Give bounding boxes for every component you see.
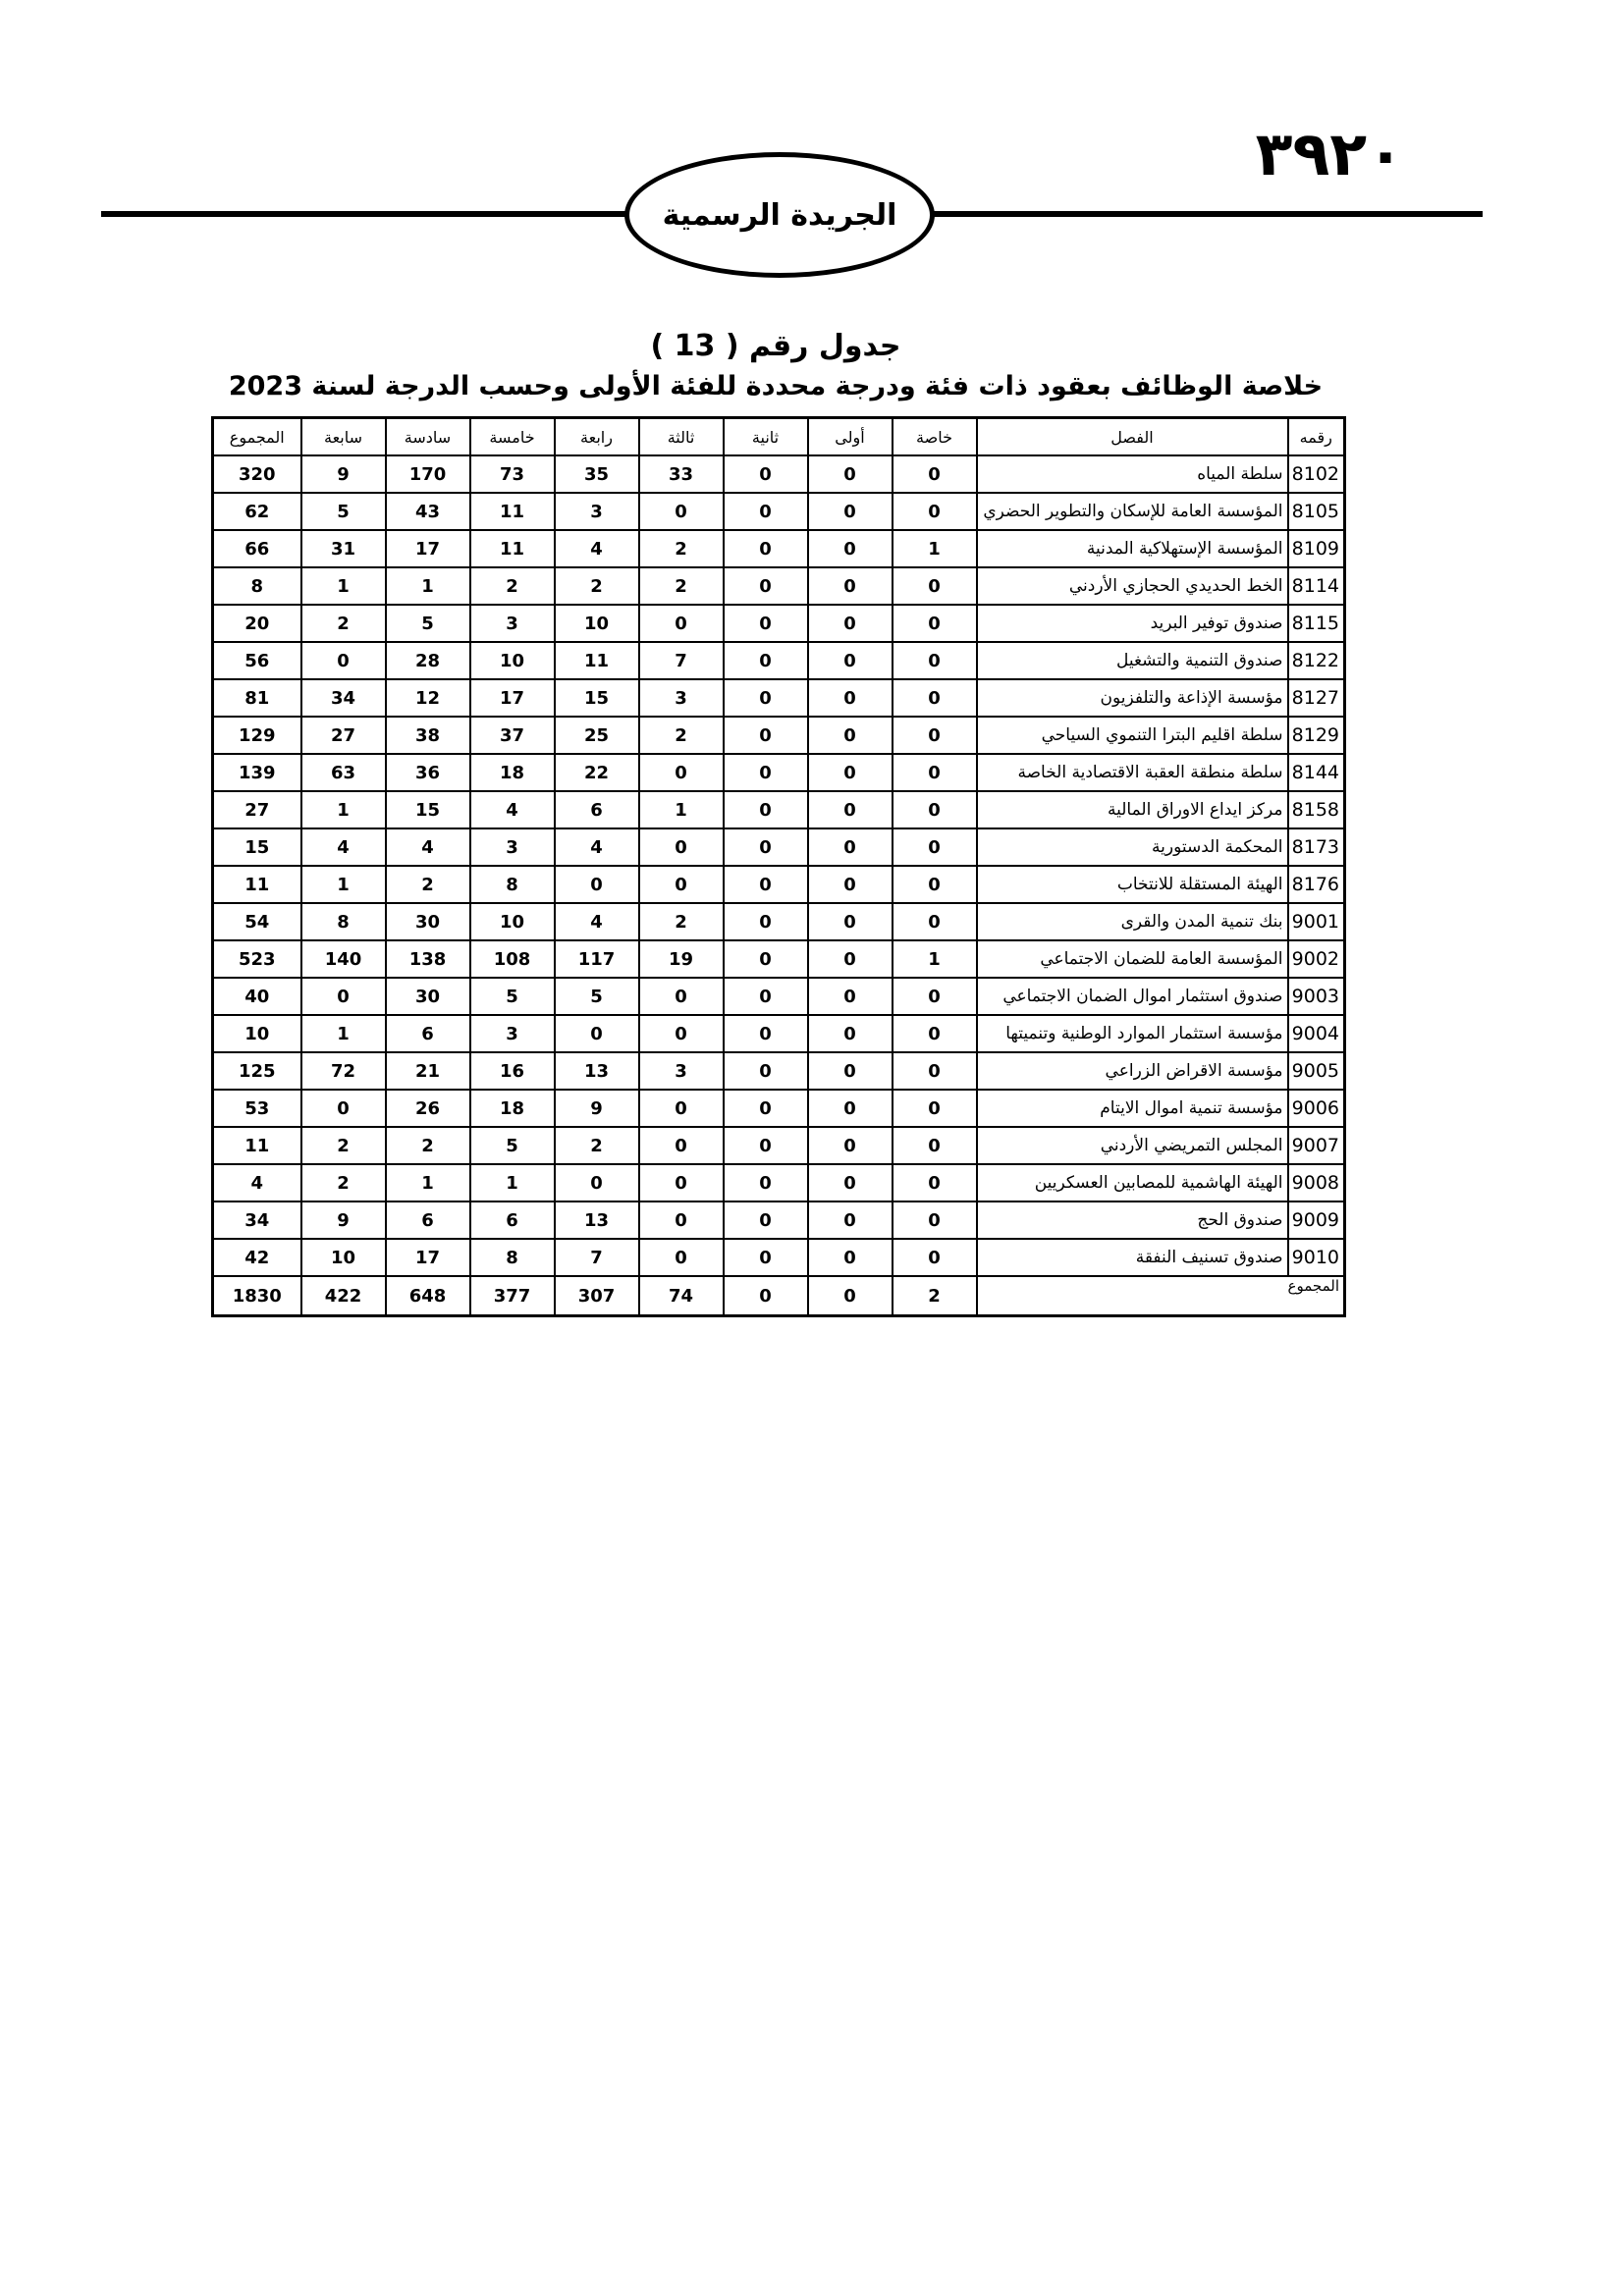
row-value: 0 bbox=[893, 828, 977, 866]
row-value: 1 bbox=[639, 791, 724, 828]
row-value: 0 bbox=[808, 1239, 893, 1276]
table-title: جدول رقم ( 13 ) bbox=[650, 329, 901, 363]
page-number: ٣٩٢٠ bbox=[1255, 118, 1404, 189]
row-value: 9 bbox=[301, 1201, 386, 1239]
row-value: 0 bbox=[893, 567, 977, 605]
row-value: 37 bbox=[470, 717, 555, 754]
row-value: 33 bbox=[639, 455, 724, 493]
row-value: 1 bbox=[301, 866, 386, 903]
column-header: المجموع bbox=[213, 418, 301, 456]
table-row bbox=[213, 717, 1345, 754]
row-value: 170 bbox=[386, 455, 470, 493]
row-value: 3 bbox=[470, 828, 555, 866]
row-value: 15 bbox=[213, 828, 301, 866]
row-code: 9002 bbox=[1288, 940, 1345, 978]
row-value: 0 bbox=[893, 978, 977, 1015]
row-value: 0 bbox=[724, 493, 808, 530]
row-value: 0 bbox=[639, 1090, 724, 1127]
row-value: 3 bbox=[639, 679, 724, 717]
row-value: 53 bbox=[213, 1090, 301, 1127]
row-value: 1 bbox=[386, 1164, 470, 1201]
row-value: 6 bbox=[386, 1201, 470, 1239]
row-value: 3 bbox=[470, 605, 555, 642]
row-value: 2 bbox=[639, 567, 724, 605]
row-code: 8158 bbox=[1288, 791, 1345, 828]
row-value: 8 bbox=[470, 866, 555, 903]
table-row bbox=[213, 455, 1345, 493]
row-code: 9005 bbox=[1288, 1052, 1345, 1090]
row-value: 42 bbox=[213, 1239, 301, 1276]
row-value: 1 bbox=[386, 567, 470, 605]
row-name: مركز ايداع الاوراق المالية bbox=[977, 791, 1288, 828]
column-header: سابعة bbox=[301, 418, 386, 456]
table-row bbox=[213, 754, 1345, 791]
table-row bbox=[213, 866, 1345, 903]
row-code: 8173 bbox=[1288, 828, 1345, 866]
row-value: 4 bbox=[301, 828, 386, 866]
row-value: 0 bbox=[808, 605, 893, 642]
total-value: 0 bbox=[808, 1276, 893, 1316]
row-value: 10 bbox=[555, 605, 639, 642]
row-value: 8 bbox=[301, 903, 386, 940]
row-value: 0 bbox=[808, 493, 893, 530]
row-value: 17 bbox=[386, 530, 470, 567]
jobs-summary-table bbox=[211, 416, 1346, 1317]
row-value: 1 bbox=[301, 791, 386, 828]
row-name: الخط الحديدي الحجازي الأردني bbox=[977, 567, 1288, 605]
table-row bbox=[213, 567, 1345, 605]
table-row bbox=[213, 1164, 1345, 1201]
row-code: 8109 bbox=[1288, 530, 1345, 567]
table-row bbox=[213, 791, 1345, 828]
table-row bbox=[213, 1239, 1345, 1276]
row-value: 0 bbox=[893, 754, 977, 791]
row-value: 0 bbox=[893, 866, 977, 903]
row-value: 0 bbox=[808, 642, 893, 679]
column-header: خاصة bbox=[893, 418, 977, 456]
row-value: 54 bbox=[213, 903, 301, 940]
row-value: 72 bbox=[301, 1052, 386, 1090]
row-value: 0 bbox=[893, 1164, 977, 1201]
row-name: صندوق توفير البريد bbox=[977, 605, 1288, 642]
row-value: 0 bbox=[808, 1090, 893, 1127]
row-value: 16 bbox=[470, 1052, 555, 1090]
row-value: 0 bbox=[724, 530, 808, 567]
row-value: 43 bbox=[386, 493, 470, 530]
row-value: 0 bbox=[724, 978, 808, 1015]
row-value: 0 bbox=[724, 866, 808, 903]
table-row bbox=[213, 940, 1345, 978]
row-value: 62 bbox=[213, 493, 301, 530]
row-value: 0 bbox=[808, 940, 893, 978]
row-name: الهيئة المستقلة للانتخاب bbox=[977, 866, 1288, 903]
row-value: 4 bbox=[555, 530, 639, 567]
row-name: مؤسسة الاقراض الزراعي bbox=[977, 1052, 1288, 1090]
row-value: 2 bbox=[386, 866, 470, 903]
row-value: 2 bbox=[555, 567, 639, 605]
row-value: 13 bbox=[555, 1052, 639, 1090]
row-name: المؤسسة العامة للإسكان والتطوير الحضري bbox=[977, 493, 1288, 530]
row-value: 6 bbox=[470, 1201, 555, 1239]
row-value: 13 bbox=[555, 1201, 639, 1239]
table-subtitle: خلاصة الوظائف بعقود ذات فئة ودرجة محددة للفئة الأولى وحسب الدرجة لسنة 2023 bbox=[228, 371, 1324, 401]
table-row bbox=[213, 642, 1345, 679]
row-code: 9001 bbox=[1288, 903, 1345, 940]
row-value: 0 bbox=[893, 1052, 977, 1090]
total-value: 74 bbox=[639, 1276, 724, 1316]
row-value: 0 bbox=[639, 978, 724, 1015]
row-name: مؤسسة الإذاعة والتلفزيون bbox=[977, 679, 1288, 717]
table-row bbox=[213, 1015, 1345, 1052]
row-value: 9 bbox=[555, 1090, 639, 1127]
row-value: 0 bbox=[893, 1201, 977, 1239]
row-value: 40 bbox=[213, 978, 301, 1015]
row-value: 10 bbox=[470, 642, 555, 679]
row-value: 0 bbox=[301, 642, 386, 679]
table-row bbox=[213, 1090, 1345, 1127]
row-name: المؤسسة العامة للضمان الاجتماعي bbox=[977, 940, 1288, 978]
row-name: مؤسسة استثمار الموارد الوطنية وتنميتها bbox=[977, 1015, 1288, 1052]
row-name: سلطة المياه bbox=[977, 455, 1288, 493]
row-value: 0 bbox=[639, 754, 724, 791]
row-value: 5 bbox=[555, 978, 639, 1015]
table-row bbox=[213, 605, 1345, 642]
table-row bbox=[213, 828, 1345, 866]
row-code: 8144 bbox=[1288, 754, 1345, 791]
row-value: 0 bbox=[724, 1201, 808, 1239]
row-value: 15 bbox=[386, 791, 470, 828]
row-value: 117 bbox=[555, 940, 639, 978]
row-value: 3 bbox=[639, 1052, 724, 1090]
row-value: 7 bbox=[555, 1239, 639, 1276]
row-value: 0 bbox=[724, 1164, 808, 1201]
table-row bbox=[213, 978, 1345, 1015]
row-value: 0 bbox=[808, 866, 893, 903]
row-value: 10 bbox=[301, 1239, 386, 1276]
row-value: 0 bbox=[639, 866, 724, 903]
row-value: 320 bbox=[213, 455, 301, 493]
row-value: 0 bbox=[808, 978, 893, 1015]
row-value: 2 bbox=[470, 567, 555, 605]
row-value: 25 bbox=[555, 717, 639, 754]
row-value: 0 bbox=[808, 1201, 893, 1239]
table-header-row bbox=[213, 418, 1345, 456]
row-value: 0 bbox=[724, 1015, 808, 1052]
row-code: 8127 bbox=[1288, 679, 1345, 717]
row-name: بنك تنمية المدن والقرى bbox=[977, 903, 1288, 940]
row-value: 21 bbox=[386, 1052, 470, 1090]
row-value: 0 bbox=[893, 493, 977, 530]
row-name: المؤسسة الإستهلاكية المدنية bbox=[977, 530, 1288, 567]
row-name: صندوق الحج bbox=[977, 1201, 1288, 1239]
row-value: 0 bbox=[301, 978, 386, 1015]
row-value: 17 bbox=[386, 1239, 470, 1276]
row-code: 8115 bbox=[1288, 605, 1345, 642]
row-code: 9007 bbox=[1288, 1127, 1345, 1164]
row-code: 8105 bbox=[1288, 493, 1345, 530]
table-row bbox=[213, 1127, 1345, 1164]
row-value: 0 bbox=[893, 1015, 977, 1052]
total-value: 648 bbox=[386, 1276, 470, 1316]
row-value: 11 bbox=[470, 493, 555, 530]
row-value: 0 bbox=[808, 567, 893, 605]
row-value: 138 bbox=[386, 940, 470, 978]
row-value: 0 bbox=[724, 679, 808, 717]
row-value: 0 bbox=[639, 493, 724, 530]
row-value: 0 bbox=[639, 1239, 724, 1276]
row-value: 0 bbox=[808, 455, 893, 493]
row-value: 0 bbox=[724, 455, 808, 493]
row-value: 2 bbox=[301, 605, 386, 642]
row-value: 0 bbox=[639, 1127, 724, 1164]
row-value: 0 bbox=[724, 717, 808, 754]
row-value: 0 bbox=[724, 642, 808, 679]
row-value: 0 bbox=[893, 903, 977, 940]
row-value: 523 bbox=[213, 940, 301, 978]
row-value: 1 bbox=[893, 530, 977, 567]
row-value: 1 bbox=[301, 567, 386, 605]
row-value: 19 bbox=[639, 940, 724, 978]
row-value: 18 bbox=[470, 1090, 555, 1127]
row-value: 8 bbox=[213, 567, 301, 605]
row-value: 140 bbox=[301, 940, 386, 978]
row-value: 0 bbox=[724, 828, 808, 866]
row-name: سلطة اقليم البترا التنموي السياحي bbox=[977, 717, 1288, 754]
row-value: 15 bbox=[555, 679, 639, 717]
row-value: 0 bbox=[893, 717, 977, 754]
row-value: 0 bbox=[808, 828, 893, 866]
row-code: 8114 bbox=[1288, 567, 1345, 605]
gazette-masthead bbox=[624, 152, 935, 278]
row-name: مؤسسة تنمية اموال الايتام bbox=[977, 1090, 1288, 1127]
column-header: الفصل bbox=[977, 418, 1288, 456]
row-value: 125 bbox=[213, 1052, 301, 1090]
row-value: 0 bbox=[808, 1127, 893, 1164]
row-name: صندوق التنمية والتشغيل bbox=[977, 642, 1288, 679]
table-row bbox=[213, 903, 1345, 940]
row-value: 22 bbox=[555, 754, 639, 791]
gazette-name: الجريدة الرسمية bbox=[662, 197, 897, 233]
row-value: 9 bbox=[301, 455, 386, 493]
row-value: 0 bbox=[724, 1090, 808, 1127]
row-value: 6 bbox=[386, 1015, 470, 1052]
row-code: 9003 bbox=[1288, 978, 1345, 1015]
row-value: 27 bbox=[213, 791, 301, 828]
row-value: 27 bbox=[301, 717, 386, 754]
row-code: 9008 bbox=[1288, 1164, 1345, 1201]
total-row bbox=[213, 1276, 1345, 1316]
row-value: 0 bbox=[724, 567, 808, 605]
row-value: 0 bbox=[724, 754, 808, 791]
row-value: 0 bbox=[893, 791, 977, 828]
total-label: المجموع bbox=[977, 1276, 1345, 1316]
row-value: 2 bbox=[386, 1127, 470, 1164]
row-value: 6 bbox=[555, 791, 639, 828]
row-value: 5 bbox=[470, 1127, 555, 1164]
row-value: 129 bbox=[213, 717, 301, 754]
row-value: 0 bbox=[808, 530, 893, 567]
row-value: 5 bbox=[470, 978, 555, 1015]
row-value: 2 bbox=[555, 1127, 639, 1164]
total-value: 0 bbox=[724, 1276, 808, 1316]
row-value: 28 bbox=[386, 642, 470, 679]
table-row bbox=[213, 1201, 1345, 1239]
row-value: 4 bbox=[386, 828, 470, 866]
row-value: 0 bbox=[555, 1164, 639, 1201]
row-value: 30 bbox=[386, 978, 470, 1015]
total-value: 2 bbox=[893, 1276, 977, 1316]
row-value: 4 bbox=[470, 791, 555, 828]
row-code: 8176 bbox=[1288, 866, 1345, 903]
row-value: 66 bbox=[213, 530, 301, 567]
row-value: 0 bbox=[724, 1052, 808, 1090]
row-value: 3 bbox=[555, 493, 639, 530]
header-rule-left bbox=[101, 211, 629, 217]
row-value: 2 bbox=[639, 717, 724, 754]
row-name: صندوق تسنيف النفقة bbox=[977, 1239, 1288, 1276]
row-value: 35 bbox=[555, 455, 639, 493]
row-value: 5 bbox=[301, 493, 386, 530]
header-rule-right bbox=[933, 211, 1483, 217]
row-value: 7 bbox=[639, 642, 724, 679]
row-value: 0 bbox=[808, 754, 893, 791]
row-name: سلطة منطقة العقبة الاقتصادية الخاصة bbox=[977, 754, 1288, 791]
row-value: 17 bbox=[470, 679, 555, 717]
row-code: 9010 bbox=[1288, 1239, 1345, 1276]
row-value: 0 bbox=[893, 679, 977, 717]
row-value: 0 bbox=[724, 791, 808, 828]
row-code: 9004 bbox=[1288, 1015, 1345, 1052]
row-value: 11 bbox=[213, 866, 301, 903]
table-row bbox=[213, 530, 1345, 567]
row-value: 0 bbox=[639, 1164, 724, 1201]
row-value: 108 bbox=[470, 940, 555, 978]
row-value: 38 bbox=[386, 717, 470, 754]
row-code: 8129 bbox=[1288, 717, 1345, 754]
total-value: 377 bbox=[470, 1276, 555, 1316]
row-value: 36 bbox=[386, 754, 470, 791]
row-code: 9006 bbox=[1288, 1090, 1345, 1127]
total-value: 1830 bbox=[213, 1276, 301, 1316]
table-row bbox=[213, 493, 1345, 530]
row-code: 9009 bbox=[1288, 1201, 1345, 1239]
row-name: الهيئة الهاشمية للمصابين العسكريين bbox=[977, 1164, 1288, 1201]
row-value: 0 bbox=[808, 1052, 893, 1090]
row-value: 0 bbox=[724, 1239, 808, 1276]
row-code: 8102 bbox=[1288, 455, 1345, 493]
row-value: 0 bbox=[808, 1015, 893, 1052]
row-value: 4 bbox=[555, 828, 639, 866]
row-value: 34 bbox=[301, 679, 386, 717]
row-value: 139 bbox=[213, 754, 301, 791]
row-value: 0 bbox=[555, 866, 639, 903]
row-value: 81 bbox=[213, 679, 301, 717]
row-name: المحكمة الدستورية bbox=[977, 828, 1288, 866]
row-value: 0 bbox=[724, 605, 808, 642]
row-value: 31 bbox=[301, 530, 386, 567]
row-value: 20 bbox=[213, 605, 301, 642]
row-value: 2 bbox=[301, 1127, 386, 1164]
table-row bbox=[213, 1052, 1345, 1090]
row-value: 1 bbox=[301, 1015, 386, 1052]
row-value: 63 bbox=[301, 754, 386, 791]
row-value: 34 bbox=[213, 1201, 301, 1239]
row-value: 1 bbox=[470, 1164, 555, 1201]
row-code: 8122 bbox=[1288, 642, 1345, 679]
row-value: 0 bbox=[555, 1015, 639, 1052]
column-header: ثالثة bbox=[639, 418, 724, 456]
row-value: 56 bbox=[213, 642, 301, 679]
row-value: 0 bbox=[301, 1090, 386, 1127]
row-name: المجلس التمريضي الأردني bbox=[977, 1127, 1288, 1164]
row-value: 0 bbox=[639, 1015, 724, 1052]
row-value: 30 bbox=[386, 903, 470, 940]
total-value: 422 bbox=[301, 1276, 386, 1316]
row-value: 1 bbox=[893, 940, 977, 978]
row-value: 2 bbox=[639, 530, 724, 567]
row-value: 0 bbox=[893, 1239, 977, 1276]
row-value: 11 bbox=[555, 642, 639, 679]
row-value: 11 bbox=[470, 530, 555, 567]
row-value: 0 bbox=[639, 828, 724, 866]
row-value: 0 bbox=[893, 1127, 977, 1164]
column-header: أولى bbox=[808, 418, 893, 456]
row-value: 0 bbox=[639, 605, 724, 642]
row-value: 10 bbox=[470, 903, 555, 940]
row-value: 8 bbox=[470, 1239, 555, 1276]
row-value: 3 bbox=[470, 1015, 555, 1052]
row-value: 12 bbox=[386, 679, 470, 717]
row-value: 0 bbox=[893, 605, 977, 642]
row-value: 11 bbox=[213, 1127, 301, 1164]
row-value: 0 bbox=[893, 1090, 977, 1127]
total-value: 307 bbox=[555, 1276, 639, 1316]
column-header: رابعة bbox=[555, 418, 639, 456]
column-header: خامسة bbox=[470, 418, 555, 456]
row-value: 0 bbox=[724, 1127, 808, 1164]
row-value: 0 bbox=[808, 679, 893, 717]
column-header: رقمه bbox=[1288, 418, 1345, 456]
row-value: 0 bbox=[808, 791, 893, 828]
row-value: 0 bbox=[724, 903, 808, 940]
row-value: 2 bbox=[639, 903, 724, 940]
row-value: 5 bbox=[386, 605, 470, 642]
column-header: سادسة bbox=[386, 418, 470, 456]
row-value: 0 bbox=[808, 1164, 893, 1201]
row-value: 73 bbox=[470, 455, 555, 493]
row-value: 4 bbox=[213, 1164, 301, 1201]
row-name: صندوق استثمار اموال الضمان الاجتماعي bbox=[977, 978, 1288, 1015]
row-value: 26 bbox=[386, 1090, 470, 1127]
column-header: ثانية bbox=[724, 418, 808, 456]
row-value: 0 bbox=[724, 940, 808, 978]
row-value: 18 bbox=[470, 754, 555, 791]
row-value: 10 bbox=[213, 1015, 301, 1052]
table-row bbox=[213, 679, 1345, 717]
row-value: 4 bbox=[555, 903, 639, 940]
row-value: 0 bbox=[893, 455, 977, 493]
row-value: 0 bbox=[893, 642, 977, 679]
row-value: 2 bbox=[301, 1164, 386, 1201]
row-value: 0 bbox=[808, 903, 893, 940]
row-value: 0 bbox=[639, 1201, 724, 1239]
row-value: 0 bbox=[808, 717, 893, 754]
